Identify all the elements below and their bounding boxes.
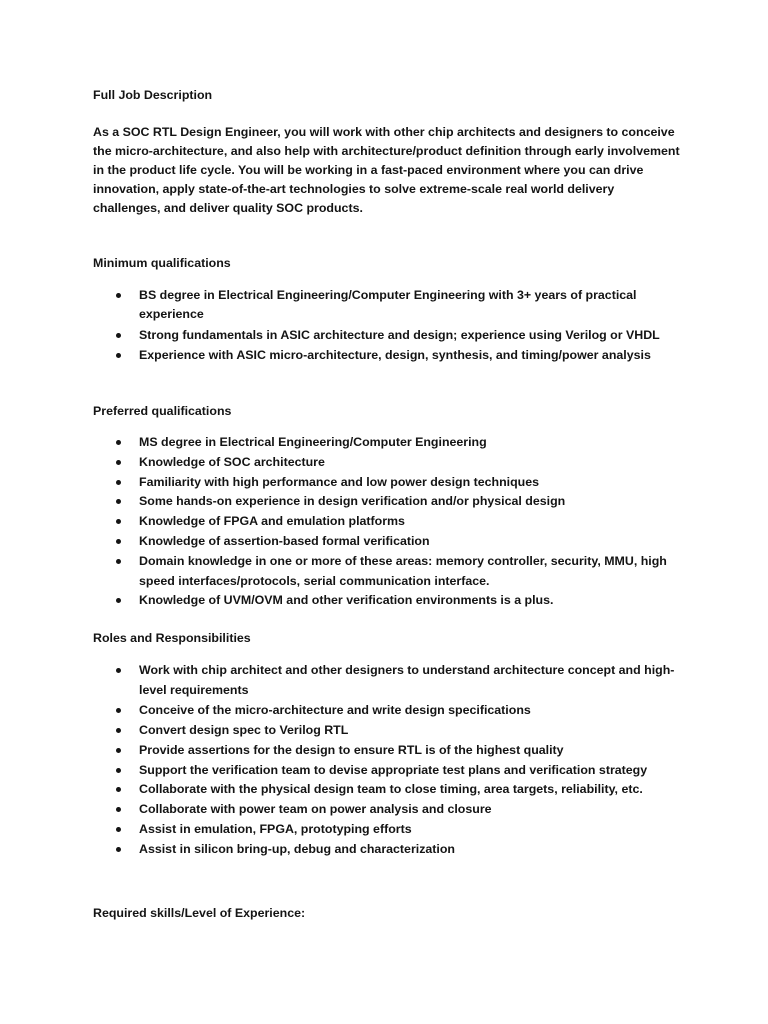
bullet-icon (116, 748, 121, 753)
list-item: Assist in emulation, FPGA, prototyping efforts (93, 820, 693, 840)
bullet-icon (116, 293, 121, 298)
minimum-qualifications-heading: Minimum qualifications (93, 256, 231, 270)
list-item: Work with chip architect and other designers to understand architecture concept and high-level requirements (93, 661, 693, 701)
bullet-icon (116, 768, 121, 773)
list-item: Collaborate with the physical design team to close timing, area targets, reliability, etc. (93, 780, 693, 800)
bullet-icon (116, 708, 121, 713)
bullet-icon (116, 353, 121, 358)
list-item: MS degree in Electrical Engineering/Computer Engineering (93, 433, 693, 453)
document-title: Full Job Description (93, 88, 213, 102)
bullet-icon (116, 787, 121, 792)
list-item: Familiarity with high performance and low power design techniques (93, 473, 693, 493)
bullet-icon (116, 668, 121, 673)
roles-responsibilities-list (93, 661, 693, 860)
bullet-icon (116, 460, 121, 465)
bullet-icon (116, 559, 121, 564)
list-item: Assist in silicon bring-up, debug and characterization (93, 840, 693, 860)
bullet-icon (116, 499, 121, 504)
preferred-qualifications-list (93, 433, 693, 611)
list-item: Support the verification team to devise appropriate test plans and verification strategy (93, 761, 693, 781)
list-item: Domain knowledge in one or more of these areas: memory controller, security, MMU, high speed interfaces/protocols, serial communication interface. (93, 552, 693, 592)
bullet-icon (116, 440, 121, 445)
bullet-icon (116, 519, 121, 524)
bullet-icon (116, 598, 121, 603)
list-item: Provide assertions for the design to ensure RTL is of the highest quality (93, 741, 693, 761)
bullet-icon (116, 728, 121, 733)
required-skills-heading: Required skills/Level of Experience: (93, 906, 306, 920)
bullet-icon (116, 827, 121, 832)
preferred-qualifications-heading: Preferred qualifications (93, 404, 232, 418)
list-item: Knowledge of FPGA and emulation platforms (93, 512, 693, 532)
list-item: Some hands-on experience in design verification and/or physical design (93, 492, 693, 512)
list-item: Collaborate with power team on power analysis and closure (93, 800, 693, 820)
list-item: Knowledge of UVM/OVM and other verification environments is a plus. (93, 591, 693, 611)
intro-paragraph: As a SOC RTL Design Engineer, you will work with other chip architects and designers to conceive the micro-architecture, and also help with architecture/product definition through early involvement in the product life cycle. You will be working in a fast-paced environment where you can drive innovation, apply state-of-the-art technologies to solve extreme-scale real world delivery challenges, and deliver quality SOC products. (93, 125, 680, 216)
list-item: Experience with ASIC micro-architecture, design, synthesis, and timing/power analysis (93, 346, 693, 365)
bullet-icon (116, 807, 121, 812)
bullet-icon (116, 847, 121, 852)
list-item: BS degree in Electrical Engineering/Computer Engineering with 3+ years of practical experience (93, 286, 693, 325)
list-item: Knowledge of SOC architecture (93, 453, 693, 473)
list-item: Conceive of the micro-architecture and write design specifications (93, 701, 693, 721)
list-item: Convert design spec to Verilog RTL (93, 721, 693, 741)
roles-responsibilities-heading: Roles and Responsibilities (93, 631, 251, 645)
list-item: Strong fundamentals in ASIC architecture and design; experience using Verilog or VHDL (93, 326, 693, 345)
minimum-qualifications-list (93, 286, 693, 367)
bullet-icon (116, 480, 121, 485)
bullet-icon (116, 333, 121, 338)
bullet-icon (116, 539, 121, 544)
list-item: Knowledge of assertion-based formal verification (93, 532, 693, 552)
